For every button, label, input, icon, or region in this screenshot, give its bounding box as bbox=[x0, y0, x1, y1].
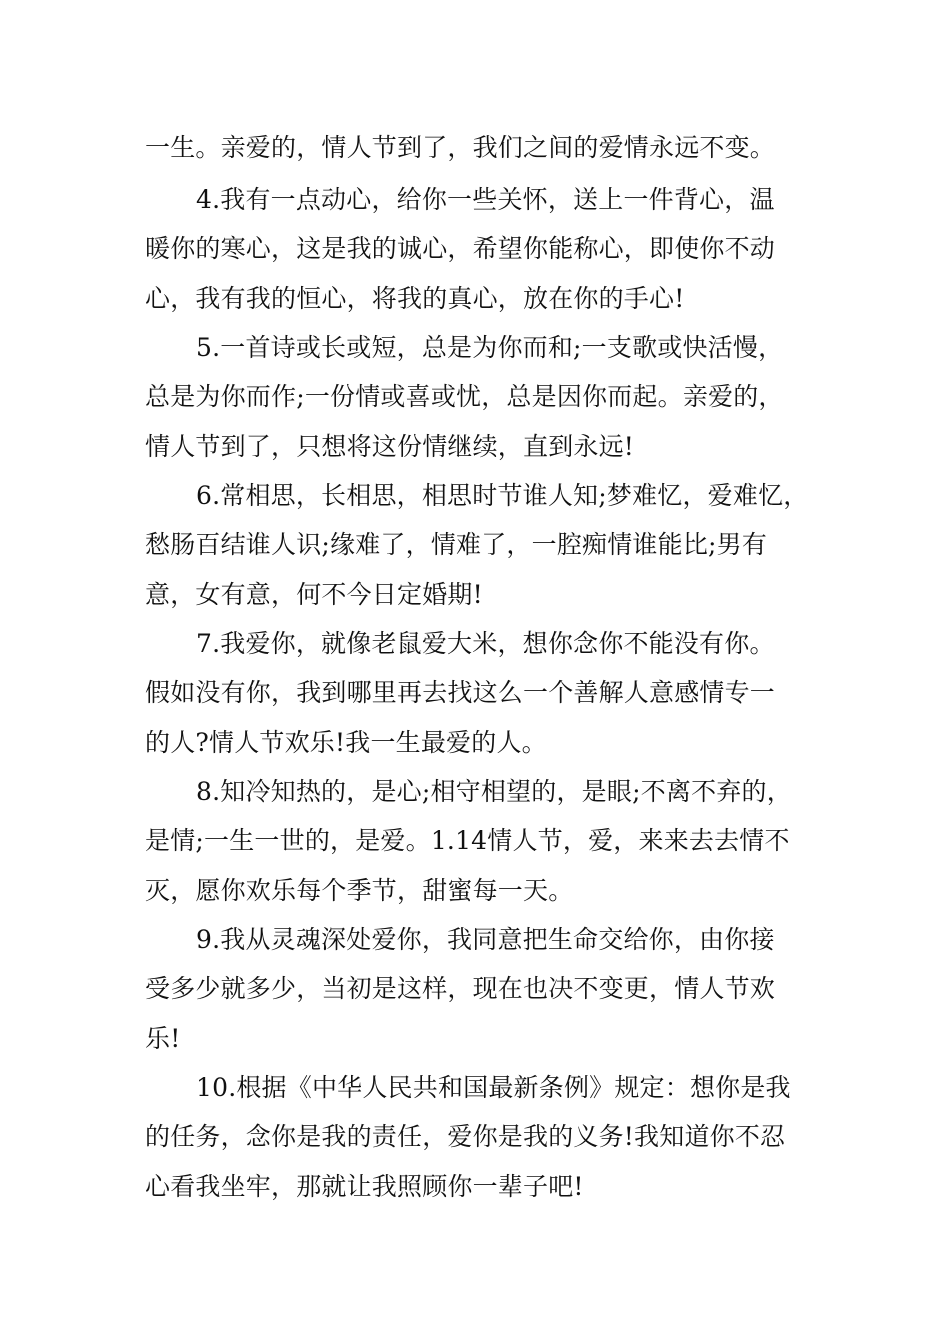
text-line: 的人?情人节欢乐!我一生最爱的人。 bbox=[145, 728, 547, 757]
text-line: 愁肠百结谁人识;缘难了，情难了，一腔痴情谁能比;男有 bbox=[145, 530, 768, 559]
text-line: 心，我有我的恒心，将我的真心，放在你的手心! bbox=[145, 284, 685, 313]
text-line: 6.常相思，长相思，相思时节谁人知;梦难忆，爱难忆， bbox=[196, 481, 809, 510]
text-line: 9.我从灵魂深处爱你，我同意把生命交给你，由你接 bbox=[196, 925, 775, 954]
text-line: 5.一首诗或长或短，总是为你而和;一支歌或快活慢， bbox=[196, 333, 784, 362]
text-line: 意，女有意，何不今日定婚期! bbox=[145, 580, 483, 609]
text-line: 总是为你而作;一份情或喜或忧，总是因你而起。亲爱的， bbox=[145, 382, 784, 411]
text-line: 乐! bbox=[145, 1024, 181, 1053]
text-line: 的任务，念你是我的责任，爱你是我的义务!我知道你不忍 bbox=[145, 1122, 786, 1151]
text-line: 灭，愿你欢乐每个季节，甜蜜每一天。 bbox=[145, 876, 574, 905]
text-line: 一生。亲爱的，情人节到了，我们之间的爱情永远不变。 bbox=[145, 133, 776, 162]
text-line: 受多少就多少，当初是这样，现在也决不变更，情人节欢 bbox=[145, 974, 776, 1003]
text-line: 暖你的寒心，这是我的诚心，希望你能称心，即使你不动 bbox=[145, 234, 776, 263]
text-line: 心看我坐牢，那就让我照顾你一辈子吧! bbox=[145, 1172, 584, 1201]
text-line: 情人节到了，只想将这份情继续，直到永远! bbox=[145, 432, 635, 461]
text-line: 8.知冷知热的，是心;相守相望的，是眼;不离不弃的， bbox=[196, 777, 792, 806]
text-line: 是情;一生一世的，是爱。1.14情人节，爱，来来去去情不 bbox=[145, 826, 790, 855]
text-line: 7.我爱你，就像老鼠爱大米，想你念你不能没有你。 bbox=[196, 629, 775, 658]
text-line: 4.我有一点动心，给你一些关怀，送上一件背心，温 bbox=[196, 185, 775, 214]
text-line: 10.根据《中华人民共和国最新条例》规定：想你是我 bbox=[196, 1073, 791, 1102]
text-line: 假如没有你，我到哪里再去找这么一个善解人意感情专一 bbox=[145, 678, 776, 707]
